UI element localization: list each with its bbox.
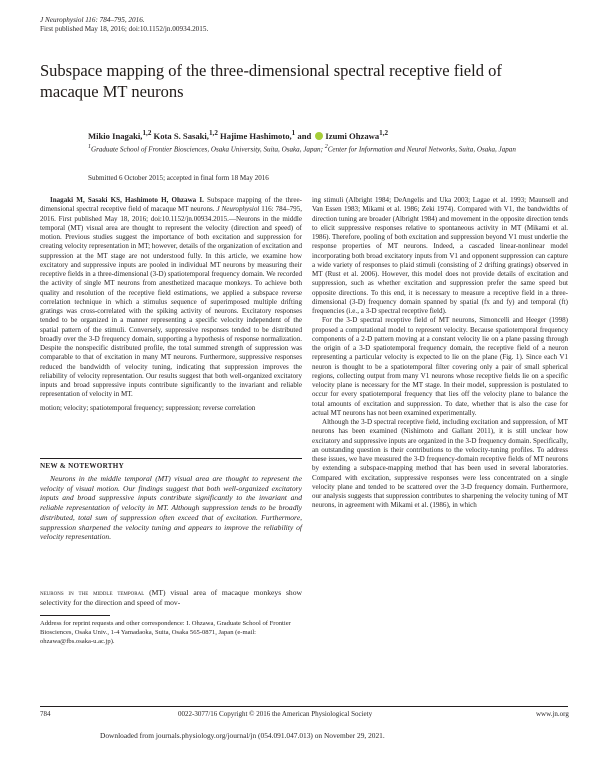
page-number: 784 — [40, 710, 51, 718]
affil-sup: 1,2 — [208, 129, 218, 137]
affiliations — [88, 142, 568, 155]
affil-sup: 1,2 — [142, 129, 152, 137]
intro-lead: neurons in the middle temporal — [40, 588, 145, 597]
footer-divider — [40, 706, 568, 707]
submission-dates: Submitted 6 October 2015; accepted in final form 18 May 2016 — [88, 174, 269, 182]
author-hashimoto[interactable]: Hajime Hashimoto, — [217, 130, 292, 141]
citation-journal: J Neurophysiol — [216, 205, 260, 214]
orcid-icon[interactable] — [315, 132, 323, 140]
affil-sup: 1 — [88, 144, 91, 150]
author-sasaki[interactable]: Kota S. Sasaki, — [151, 130, 209, 141]
issn-copyright: 0022-3077/16 Copyright © 2016 the American Physiological Society — [178, 710, 373, 718]
journal-url[interactable]: www.jn.org — [536, 710, 569, 718]
right-paragraph-1: ing stimuli (Albright 1984; DeAngelis and Uka 2003; Lagae et al. 1993; Maunsell and Van Essen 1983; Mikami et al. 1986; Zeki 1974). Compared with V1, the bandwidths of direction tuning are broader (Albright 1984) and movement in the opposite direction tends to elicit suppressive responses relative to spontaneous activity in MT (Mikami et al. 1986). Therefore, pooling of both excitation and suppression beyond V1 must underlie the response properties of MT neurons. Indeed, a cascaded linear-nonlinear model incorporating both broad excitatory inputs from V1 and opponent suppression can capture a wide variety of responses to plaid stimuli (consisting of 2 drifting gratings) observed in MT (Rust et al. 2006). However, this model does not provide details of excitation and suppression, such as whether excitation and suppression prefer the same speed but opposite directions. To this end, it is necessary to measure a receptive field in a three-dimensional (3-D) frequency domain spanned by spatial (fx and fy) and temporal (ft) frequencies (i.e., a 3-D spectral receptive field). — [312, 196, 568, 315]
first-published-line: First published May 18, 2016; doi:10.1152/jn.00934.2015. — [40, 25, 209, 33]
right-paragraph-2: For the 3-D spectral receptive field of MT neurons, Simoncelli and Heeger (1998) proposed a computational model to represent velocity. Because spatiotemporal frequency components of a 2-D pattern moving at a constant velocity lie on a plane passing through the origin of a 3-D spatiotemporal frequency domain, the receptive field of a neuron representing a particular velocity is expected to lie on the plane (Fig. 1). Since each V1 neuron is thought to be a spatiotemporal filter covering only a pair of small spherical regions, collecting output from many V1 neurons whose receptive fields lie on a specific velocity plane is necessary for the MT stage. In their model, suppression is postulated to occur for every spatiotemporal frequency that lies off the velocity plane to balance the total amounts of excitation and suppression. To date, whether that is also the case for actual MT neurons has not been examined experimentally. — [312, 316, 568, 417]
journal-citation: J Neurophysiol 116: 784–795, 2016. — [40, 16, 145, 24]
footnote-divider — [40, 615, 110, 616]
author-ohzawa[interactable]: Izumi Ohzawa — [325, 130, 380, 141]
abstract — [40, 196, 302, 400]
right-paragraph-3: Although the 3-D spectral receptive field, including excitation and suppression, of MT neurons has been examined (Nishimoto and Gallant 2011), it is still unclear how excitatory and suppressive inputs are organized in the 3-D frequency domain. Specifically, an outstanding question is their contributions to the velocity-tuning profiles. To address these issues, we have measured the 3-D frequency-domain receptive fields of MT neurons by extending a subspace-mapping method that has been used in several laboratories. Compared with excitation, suppressive responses were less concentrated on a single velocity plane and tended to be scattered over the 3-D frequency domain. Furthermore, our analysis suggests that suppression contributes to sharpening the velocity tuning of MT neurons, in agreement with Mikami et al. (1986), in which — [312, 418, 568, 510]
affil-sup: 1,2 — [379, 129, 389, 137]
new-noteworthy-text: Neurons in the middle temporal (MT) visual area are thought to represent the velocity of visual motion. Our findings suggest that both well-organized excitatory inputs and broad suppressive inputs contribute significantly to the invariant and reliable representation of velocity in MT. Although suppression tends to be broadly distributed, total sum of suppression often exceed that of excitation. Furthermore, suppression sharpened the velocity tuning and appears to improve the reliability of velocity representation. — [40, 474, 302, 542]
journal-header — [40, 16, 208, 34]
introduction-start — [40, 588, 302, 607]
intro-text: (MT) visual area of macaque monkeys show selectivity for the direction and speed of mov- — [40, 588, 303, 607]
citation-authors: Inagaki M, Sasaki KS, Hashimoto H, Ohzawa I. — [50, 196, 204, 204]
new-noteworthy-heading: NEW & NOTEWORTHY — [40, 462, 125, 470]
citation-rest: 116: 784–795, 2016. First published May 18, 2016; doi:10.1152/jn.00934.2015.— — [40, 205, 302, 223]
correspondence-footnote: Address for reprint requests and other correspondence: I. Ohzawa, Graduate School of Frontier Biosciences, Osaka Univ., 1-4 Yamadaoka, Suita, Osaka 565-0871, Japan (e-mail: ohzawa@fbs.osaka-u.ac.jp). — [40, 620, 291, 645]
keywords: motion; velocity; spatiotemporal frequency; suppression; reverse correlation — [40, 404, 256, 412]
affil-sup: 2 — [324, 144, 328, 150]
affil-sup: 1 — [291, 129, 296, 137]
download-notice: Downloaded from journals.physiology.org/journal/jn (054.091.047.013) on November 29, 2021. — [100, 731, 385, 740]
affiliation-2: Center for Information and Neural Networks, Suita, Osaka, Japan — [327, 145, 516, 154]
abstract-body: Neurons in the middle temporal (MT) visual area are thought to represent the velocity (direction and speed) of motion. Previous studies suggest the importance of both excitation and suppression for creating velocity representation in MT; however, details of the organization of excitation and suppression at the MT stage are not understood fully. In this article, we examine how excitatory and suppressive inputs are pooled in individual MT neurons by measuring their receptive fields in a three-dimensional (3-D) spatiotemporal frequency domain. We recorded the activity of single MT neurons from anesthetized macaque monkeys. To achieve both quality and resolution of the receptive field estimations, we applied a subspace reverse correlation technique in which a stimulus sequence of superimposed multiple drifting gratings was cross-correlated with the spiking activity of neurons. Excitatory responses tended to be organized in a manner representing a specific velocity independent of the spatial pattern of the stimuli. Conversely, suppressive responses tended to be distributed broadly over the 3-D frequency domain, supporting a hypothesis of response normalization. Despite the nonspecific distributed profile, the total summed strength of suppression was comparable to that of excitation in many MT neurons. Furthermore, suppressive responses reduced the bandwidth of velocity tuning, indicating that suppression improves the reliability of velocity representation. Our results suggest that both well-organized excitatory inputs and broad suppressive inputs contribute significantly to the invariant and reliable representation of velocity in MT. — [40, 214, 302, 399]
author-list — [88, 128, 568, 142]
author-inagaki[interactable]: Mikio Inagaki, — [88, 130, 143, 141]
affiliation-1: Graduate School of Frontier Biosciences, Osaka University, Suita, Osaka, Japan; — [90, 145, 325, 154]
section-divider — [40, 458, 302, 459]
article-title: Subspace mapping of the three-dimensional spectral receptive field of macaque MT neurons — [40, 61, 502, 101]
author-conjunction: and — [295, 130, 314, 141]
citation-title: Subspace mapping of the three-dimensional spectral receptive field of macaque MT neurons. — [40, 196, 302, 214]
right-column — [312, 196, 568, 511]
